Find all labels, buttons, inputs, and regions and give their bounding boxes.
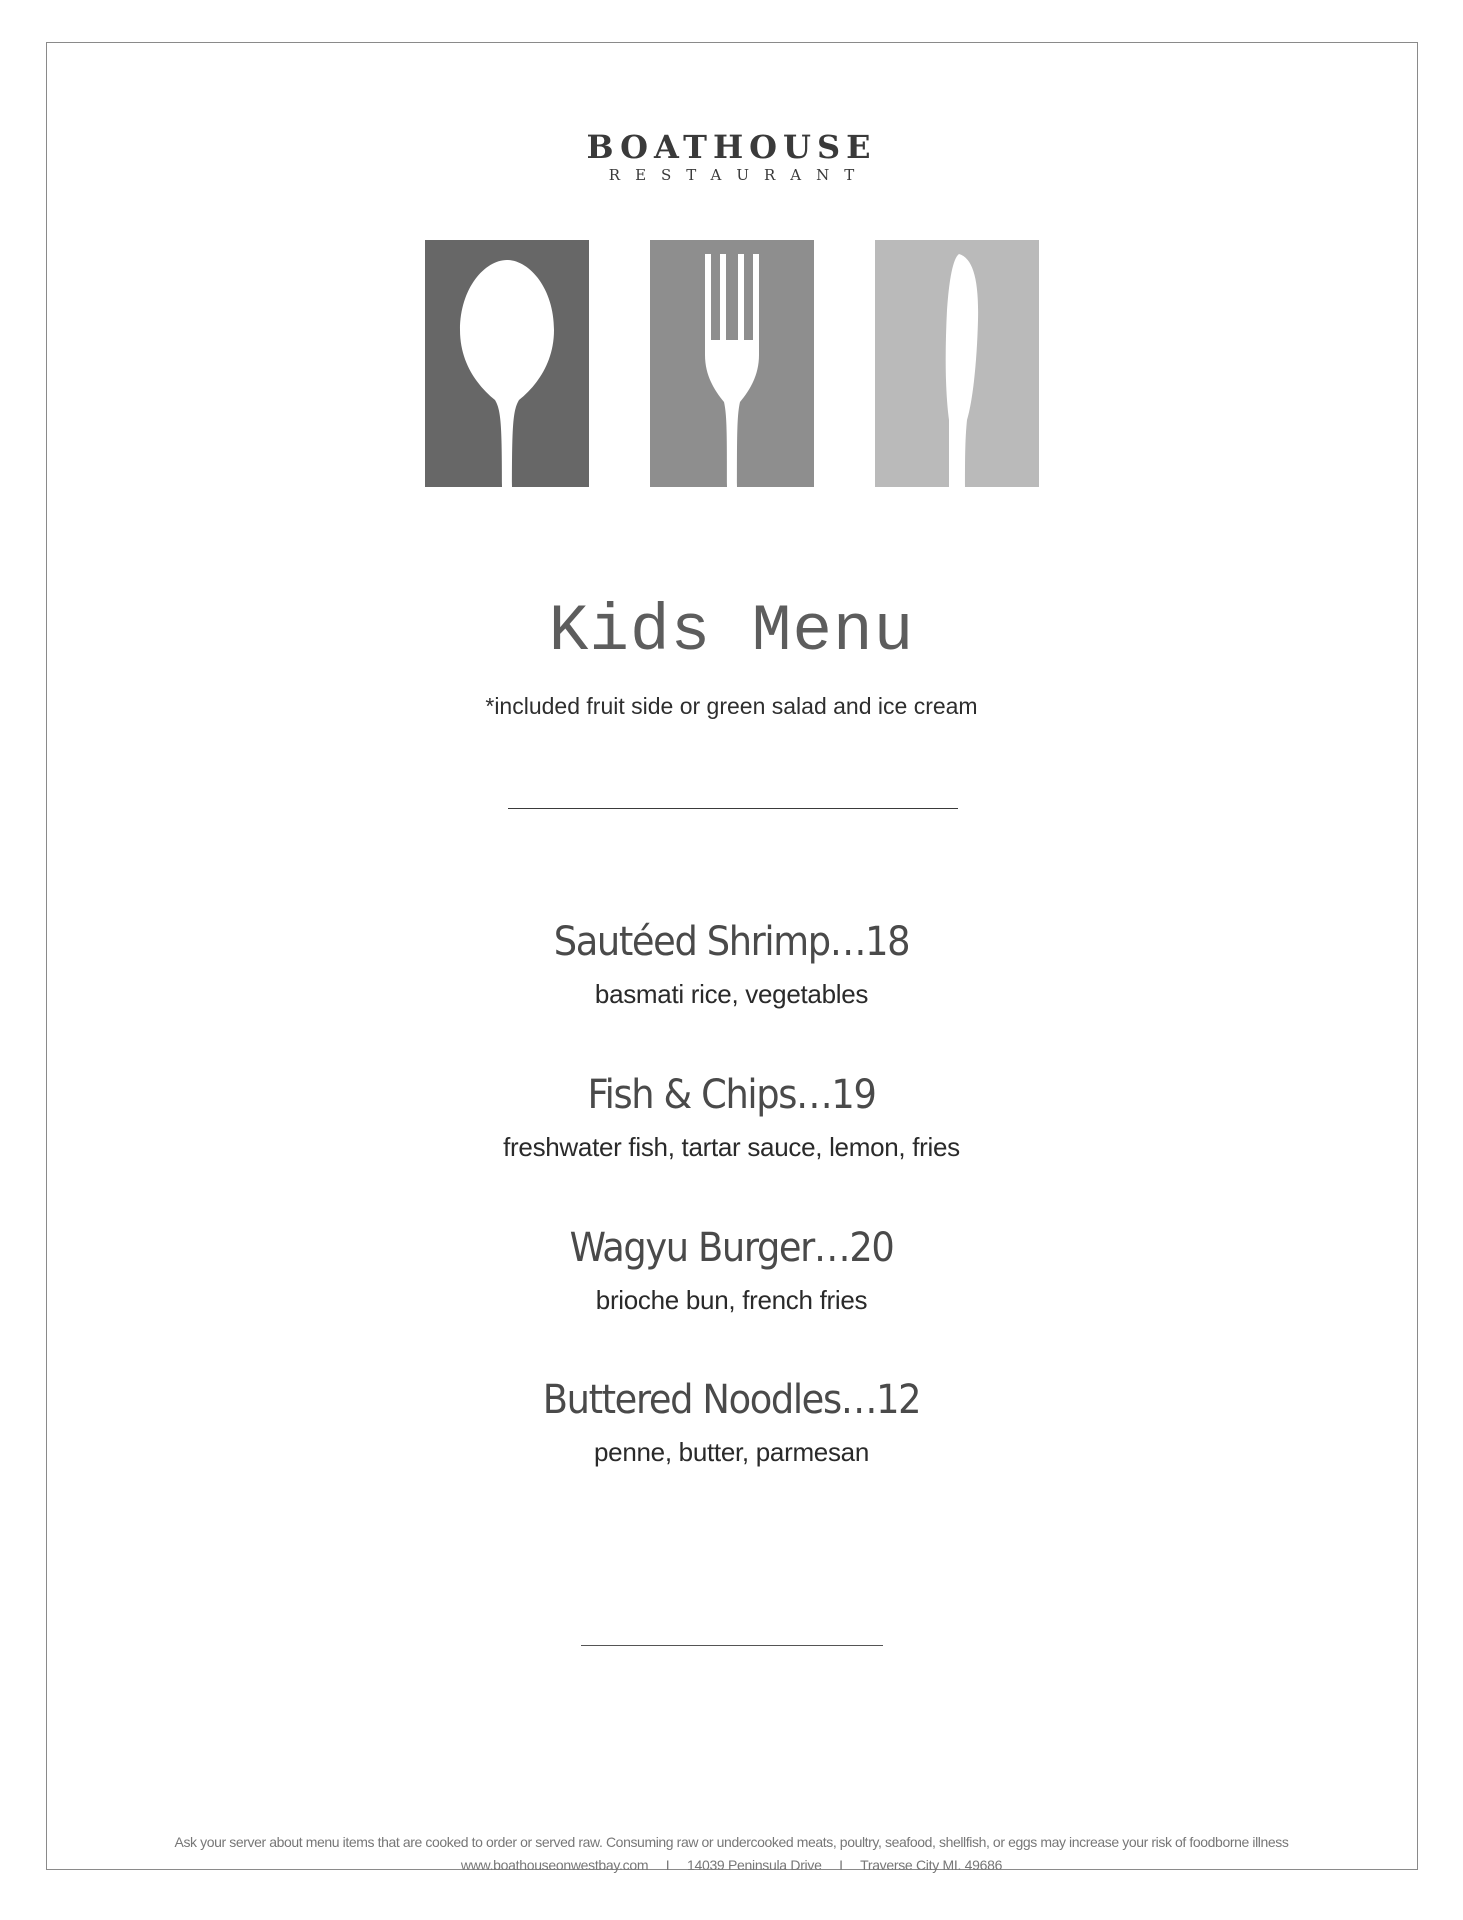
city-address: Traverse City MI. 49686 — [860, 1857, 1003, 1873]
menu-item-description: penne, butter, parmesan — [594, 1437, 869, 1467]
logo-subtitle: RESTAURANT — [608, 166, 870, 184]
menu-item-description: freshwater fish, tartar sauce, lemon, fries — [503, 1132, 960, 1162]
footer-separator: I — [665, 1857, 670, 1873]
spoon-icon — [425, 240, 589, 487]
menu-item-name: Fish & Chips…19 — [587, 1072, 876, 1118]
menu-item — [0, 1224, 1463, 1316]
menu-subtitle: *included fruit side or green salad and ice cream — [485, 693, 978, 719]
menu-item-description: brioche bun, french fries — [595, 1285, 868, 1315]
menu-item — [0, 918, 1463, 1010]
menu-item — [0, 1071, 1463, 1163]
divider-top — [508, 808, 958, 809]
menu-title: Kids Menu — [548, 594, 915, 669]
footer-separator: I — [839, 1857, 843, 1873]
logo-name: BOATHOUSE — [586, 128, 877, 166]
menu-item-description: basmati rice, vegetables — [594, 979, 869, 1009]
menu-item-name: Sautéed Shrimp…18 — [553, 919, 910, 965]
footer-contact — [0, 1857, 1463, 1873]
website-link[interactable]: www.boathouseonwestbay.com — [460, 1857, 649, 1873]
spoon-tile — [425, 240, 589, 487]
raw-food-disclaimer: Ask your server about menu items that are cooked to order or served raw. Consuming raw or undercooked meats, poultry, seafood, shellfish, or eggs may increase your risk of foodborne illness — [174, 1834, 1289, 1850]
knife-icon — [875, 240, 1039, 487]
menu-item — [0, 1376, 1463, 1468]
divider-bottom — [581, 1645, 883, 1646]
menu-item-name: Wagyu Burger…20 — [569, 1225, 894, 1271]
knife-tile — [875, 240, 1039, 487]
fork-tile — [650, 240, 814, 487]
menu-item-name: Buttered Noodles…12 — [542, 1377, 921, 1423]
fork-icon — [650, 240, 814, 487]
street-address: 14039 Peninsula Drive — [686, 1857, 822, 1873]
